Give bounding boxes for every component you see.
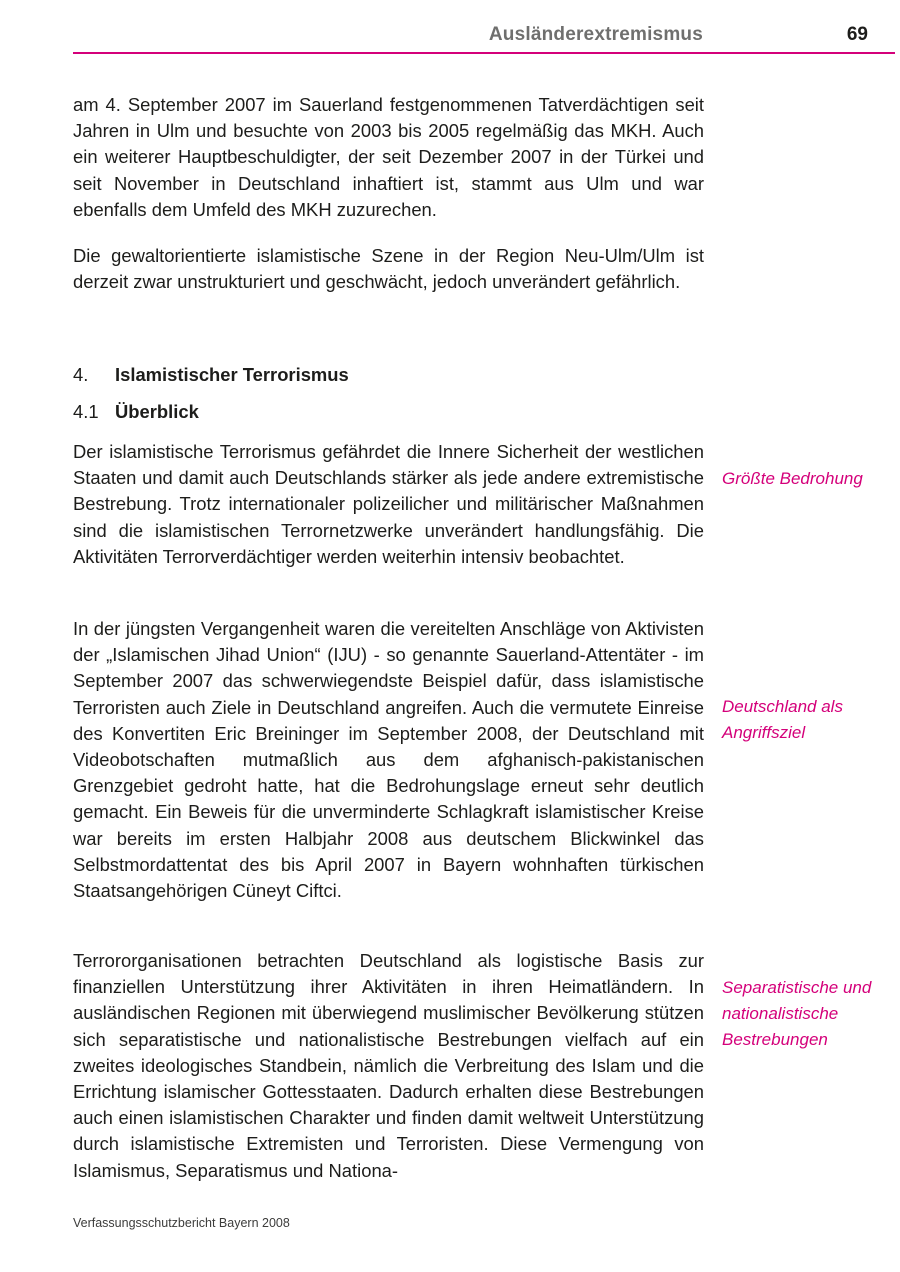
header-divider xyxy=(73,52,895,54)
subsection-title: Überblick xyxy=(115,401,199,422)
paragraph-4: In der jüngsten Vergangenheit waren die vereitelten Anschläge von Aktivisten der „Islamischen Jihad Union“ (IJU) - so genannte Sauerland-Attentäter - im September 2007 das schwerwiegendste Beispiel dafür, dass islamistische Terroristen auch Ziele in Deutschland angreifen. Auch die vermutete Einreise des Konvertiten Eric Breininger im September 2008, der Deutschland mit Videobotschaften mutmaßlich aus dem afghanisch-pakistanischen Grenzgebiet gedroht hatte, hat die Bedrohungslage erneut sehr deutlich gemacht. Ein Beweis für die unverminderte Schlagkraft islamistischer Kreise war bereits im ersten Halbjahr 2008 aus deutschem Blickwinkel das Selbstmordattentat des bis April 2007 in Bayern wohnhaften türkischen Staatsangehörigen Cüneyt Ciftci. xyxy=(73,618,704,902)
margin-note-separatism: Separatistische und nationalistische Bestrebungen xyxy=(722,978,872,1049)
page-number: 69 xyxy=(846,24,868,45)
paragraph-5: Terrororganisationen betrachten Deutschland als logistische Basis zur finanziellen Unterstützung ihrer Aktivitäten in ihren Heimatländern. In ausländischen Regionen mit überwiegend muslimischer Bevölkerung stützen sich separatistische und nationalistische Bestrebungen vielfach auf ein zweites ideologisches Standbein, nämlich die Verbreitung des Islam und die Errichtung islamischer Gottesstaaten. Dadurch erhalten diese Bestrebungen auch einen islamistischen Charakter und finden damit weltweit Unterstützung durch islamistische Extremisten und Terroristen. Diese Vermengung von Islamismus, Separatismus und Nationa- xyxy=(73,950,704,1181)
margin-note-target: Deutschland als Angriffsziel xyxy=(722,697,843,742)
page-header xyxy=(73,24,868,52)
subsection-number: 4.1 xyxy=(73,401,99,422)
paragraph-1: am 4. September 2007 im Sauerland festgenommenen Tatverdächtigen seit Jahren in Ulm und besuchte von 2003 bis 2005 regelmäßig das MKH. Auch ein weiterer Hauptbeschuldigter, der seit Dezember 2007 in der Türkei und seit November in Deutschland inhaftiert ist, stammt aus Ulm und war ebenfalls dem Umfeld des MKH zuzurechen. xyxy=(73,94,704,220)
paragraph-3: Der islamistische Terrorismus gefährdet die Innere Sicherheit der westlichen Staaten und damit auch Deutschlands stärker als jede andere extremistische Bestrebung. Trotz internationaler polizeilicher und militärischer Maßnahmen sind die islamistischen Terrornetzwerke unverändert handlungsfähig. Die Aktivitäten Terrorverdächtiger werden weiterhin intensiv beobachtet. xyxy=(73,441,704,567)
margin-note-threat: Größte Bedrohung xyxy=(722,469,863,488)
running-head-title: Ausländerextremismus xyxy=(488,24,703,45)
subsection-heading xyxy=(73,399,199,425)
section-heading xyxy=(73,362,349,388)
section-title: Islamistischer Terrorismus xyxy=(115,364,349,385)
page-footer: Verfassungsschutzbericht Bayern 2008 xyxy=(73,1216,290,1230)
section-number: 4. xyxy=(73,364,89,385)
paragraph-2: Die gewaltorientierte islamistische Szene in der Region Neu-Ulm/Ulm ist derzeit zwar unstrukturiert und geschwächt, jedoch unverändert gefährlich. xyxy=(73,245,704,293)
